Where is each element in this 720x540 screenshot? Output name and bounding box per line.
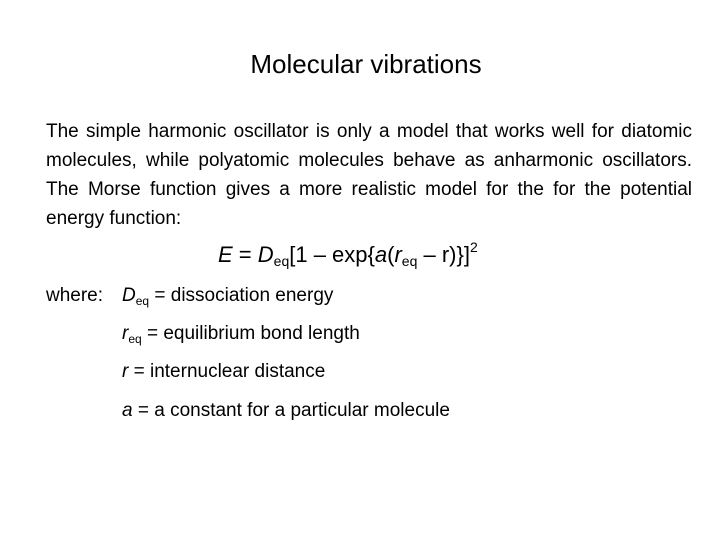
equation-equals: = [232, 242, 258, 267]
equation-paren-open: ( [387, 242, 395, 267]
intro-paragraph: The simple harmonic oscillator is only a model that works well for diatomic molecules, while polyatomic molecules behave as anharmonic oscillators. The Morse function gives a more realistic model for the for the potential energy function: [46, 121, 692, 229]
equation-a-symbol: a [374, 242, 388, 267]
definition-equilibrium-bond-length [122, 321, 360, 347]
equation-energy-symbol: E [218, 242, 233, 267]
definition-text: = internuclear distance [128, 361, 326, 382]
equation-minus-r: – r)}] [417, 242, 470, 267]
definition-subscript: eq [135, 294, 150, 308]
equation-r-subscript: eq [401, 253, 418, 269]
definition-subscript: eq [128, 332, 142, 346]
definition-symbol: a [122, 400, 133, 421]
equation-r-symbol: r [394, 242, 402, 267]
equation-d-symbol: D [257, 242, 274, 267]
where-label: where: [46, 285, 104, 306]
equation-exponent: 2 [469, 239, 478, 255]
definition-symbol: r [122, 361, 129, 382]
definition-text: = equilibrium bond length [141, 323, 360, 344]
definition-text: = a constant for a particular molecule [132, 400, 450, 421]
definition-symbol: D [122, 285, 136, 306]
morse-equation [218, 240, 478, 270]
equation-d-subscript: eq [273, 253, 290, 269]
definition-internuclear-distance [122, 359, 325, 385]
definition-text: = dissociation energy [149, 285, 334, 306]
slide-title: Molecular vibrations [250, 49, 482, 79]
definition-constant [122, 398, 450, 424]
equation-bracket-open: [1 – exp{ [289, 242, 375, 267]
definition-dissociation-energy [122, 283, 333, 309]
definition-symbol: r [122, 323, 129, 344]
